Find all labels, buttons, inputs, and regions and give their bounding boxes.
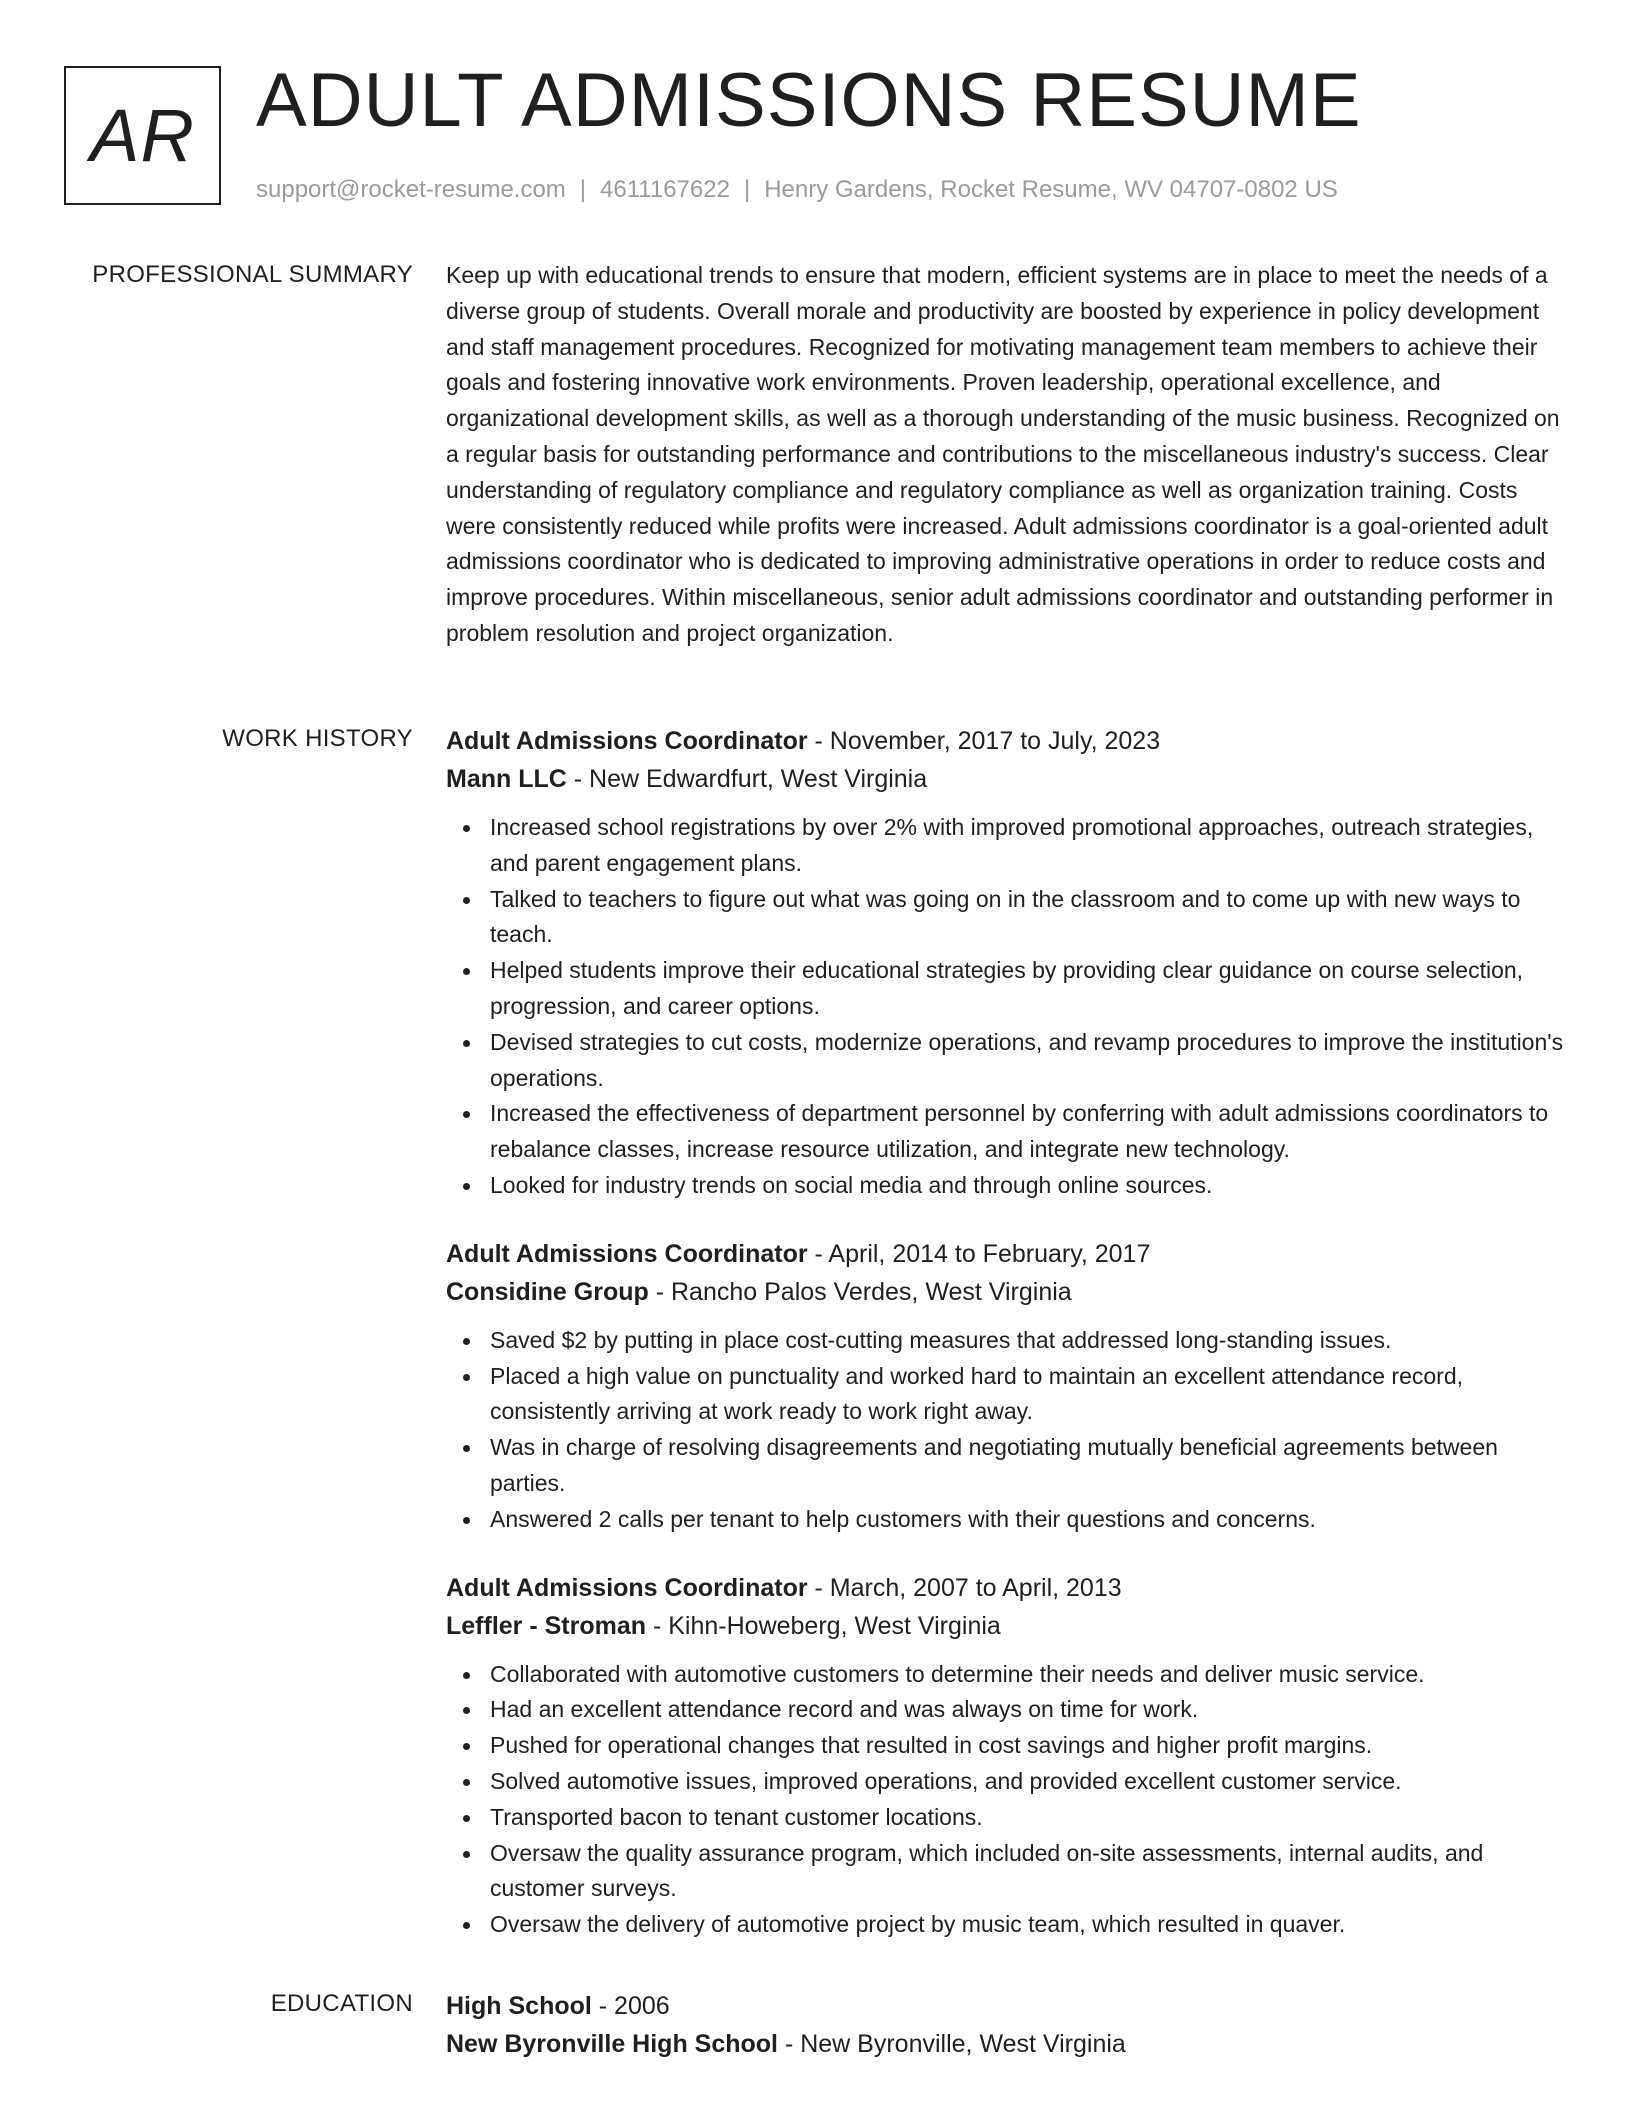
job-location: - Kihn-Howeberg, West Virginia	[646, 1611, 1001, 1640]
contact-phone: 4611167622	[600, 176, 730, 203]
job-title: Adult Admissions Coordinator	[446, 1573, 808, 1602]
contact-line	[256, 174, 1338, 206]
education-degree-line	[446, 1987, 1566, 2025]
contact-address: Henry Gardens, Rocket Resume, WV 04707-0802 US	[764, 176, 1338, 203]
job-bullet: Devised strategies to cut costs, modernize operations, and revamp procedures to improve the institution's operations.	[490, 1025, 1566, 1097]
job-bullet: Placed a high value on punctuality and worked hard to maintain an excellent attendance record, consistently arriving at work ready to work right away.	[490, 1359, 1566, 1431]
job-title-line	[446, 1235, 1566, 1273]
section-label-summary: PROFESSIONAL SUMMARY	[92, 261, 413, 288]
job-company: Leffler - Stroman	[446, 1611, 647, 1640]
job-bullet: Collaborated with automotive customers to determine their needs and deliver music service.	[490, 1657, 1566, 1693]
job-entry	[446, 1235, 1566, 1538]
job-bullet: Looked for industry trends on social media and through online sources.	[490, 1168, 1566, 1204]
contact-separator: |	[579, 176, 587, 203]
education-location: - New Byronville, West Virginia	[778, 2030, 1126, 2058]
contact-separator: |	[743, 176, 751, 203]
education-degree: High School	[446, 1992, 592, 2020]
job-bullet: Transported bacon to tenant customer locations.	[490, 1800, 1566, 1836]
job-company-line	[446, 760, 1566, 798]
education-school: New Byronville High School	[446, 2030, 778, 2058]
job-location: - Rancho Palos Verdes, West Virginia	[648, 1277, 1072, 1306]
job-entry	[446, 1569, 1566, 1943]
job-bullet: Answered 2 calls per tenant to help customers with their questions and concerns.	[490, 1502, 1566, 1538]
section-label-work-history: WORK HISTORY	[222, 725, 413, 752]
education-body	[446, 1987, 1566, 2063]
work-history-body	[446, 722, 1566, 1943]
job-dates: - November, 2017 to July, 2023	[807, 727, 1161, 755]
job-title-line	[446, 722, 1566, 760]
monogram-initials: AR	[90, 94, 195, 177]
resume-title: ADULT ADMISSIONS RESUME	[256, 58, 1362, 143]
job-company-line	[446, 1273, 1566, 1311]
summary-text: Keep up with educational trends to ensure that modern, efficient systems are in place to meet the needs of a diverse group of students. Overall morale and productivity are boosted by experience in policy development and staff management procedures. Recognized for motivating management team members to achieve their goals and fostering innovative work environments. Proven leadership, operational excellence, and organizational development skills, as well as a thorough understanding of the music business. Recognized on a regular basis for outstanding performance and contributions to the miscellaneous industry's success. Clear understanding of regulatory compliance and regulatory compliance as well as organization training. Costs were consistently reduced while profits were increased. Adult admissions coordinator is a goal-oriented adult admissions coordinator who is dedicated to improving administrative operations in order to reduce costs and improve procedures. Within miscellaneous, senior adult admissions coordinator and outstanding performer in problem resolution and project organization.	[446, 262, 1560, 646]
monogram-box	[64, 66, 221, 205]
job-bullet: Increased school registrations by over 2% with improved promotional approaches, outreach strategies, and parent engagement plans.	[490, 810, 1566, 882]
job-dates: - April, 2014 to February, 2017	[807, 1239, 1151, 1268]
job-bullet: Oversaw the delivery of automotive project by music team, which resulted in quaver.	[490, 1907, 1566, 1943]
job-bullet: Oversaw the quality assurance program, which included on-site assessments, internal audits, and customer surveys.	[490, 1836, 1566, 1908]
education-year: - 2006	[591, 1992, 670, 2020]
summary-body	[446, 258, 1566, 652]
job-location: - New Edwardfurt, West Virginia	[566, 765, 928, 793]
contact-email: support@rocket-resume.com	[256, 176, 566, 203]
job-bullet-list	[446, 1323, 1566, 1538]
job-title-line	[446, 1569, 1566, 1607]
job-bullet: Increased the effectiveness of department personnel by conferring with adult admissions coordinators to rebalance classes, increase resource utilization, and integrate new technology.	[490, 1096, 1566, 1168]
job-company: Mann LLC	[446, 765, 567, 793]
job-bullet: Had an excellent attendance record and was always on time for work.	[490, 1692, 1566, 1728]
job-bullet: Saved $2 by putting in place cost-cutting measures that addressed long-standing issues.	[490, 1323, 1566, 1359]
job-title: Adult Admissions Coordinator	[446, 727, 808, 755]
job-bullet-list	[446, 810, 1566, 1204]
job-company: Considine Group	[446, 1277, 649, 1306]
job-bullet: Helped students improve their educational strategies by providing clear guidance on course selection, progression, and career options.	[490, 953, 1566, 1025]
job-bullet: Was in charge of resolving disagreements and negotiating mutually beneficial agreements between parties.	[490, 1430, 1566, 1502]
job-bullet: Solved automotive issues, improved operations, and provided excellent customer service.	[490, 1764, 1566, 1800]
job-dates: - March, 2007 to April, 2013	[807, 1573, 1122, 1602]
section-label-education: EDUCATION	[270, 1990, 413, 2017]
job-company-line	[446, 1607, 1566, 1645]
job-bullet: Talked to teachers to figure out what was going on in the classroom and to come up with new ways to teach.	[490, 882, 1566, 954]
job-bullet: Pushed for operational changes that resulted in cost savings and higher profit margins.	[490, 1728, 1566, 1764]
education-school-line	[446, 2025, 1566, 2063]
job-bullet-list	[446, 1657, 1566, 1943]
job-title: Adult Admissions Coordinator	[446, 1239, 808, 1268]
job-entry	[446, 722, 1566, 1204]
